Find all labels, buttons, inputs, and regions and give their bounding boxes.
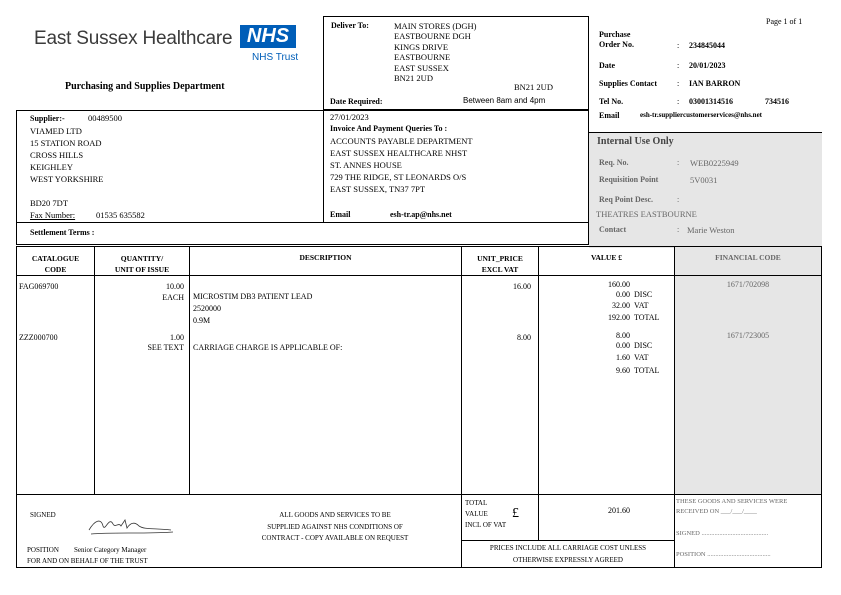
row-desc-line: 2520000	[193, 304, 221, 313]
row-financial-code: 1671/723005	[726, 331, 770, 340]
point-value: 5V0031	[690, 175, 718, 185]
deliver-line: BN21 2UD	[394, 73, 433, 84]
header-quantity: QUANTITY/ UNIT OF ISSUE	[114, 254, 170, 274]
deliver-postcode: BN21 2UD	[514, 82, 553, 92]
email-value: esh-tr.suppliercustomerservices@nhs.net	[640, 111, 763, 119]
point-label: Requisition Point	[599, 175, 659, 184]
supplier-code: 00489500	[88, 113, 122, 123]
currency-symbol: £	[512, 506, 519, 521]
deliver-line: EASTBOURNE DGH	[394, 31, 471, 42]
signed-label: SIGNED	[30, 511, 56, 519]
tel-ext: 734516	[765, 97, 789, 106]
deliver-line: EAST SUSSEX	[394, 62, 449, 73]
row-price: 8.00	[517, 333, 531, 342]
header-catalogue-code: CATALOGUE CODE	[31, 254, 80, 274]
invoice-line: 729 THE RIDGE, ST LEONARDS O/S	[330, 172, 467, 182]
row-disc: 0.00	[616, 290, 630, 299]
date-value: 20/01/2023	[689, 61, 726, 70]
deliver-line: KINGS DRIVE	[394, 41, 449, 52]
contact-int-label: Contact	[599, 225, 627, 234]
nhs-logo: NHS	[240, 25, 296, 48]
supplier-line: VIAMED LTD	[30, 126, 82, 136]
desc-colon: :	[677, 195, 680, 204]
supplier-label: Supplier:-	[30, 114, 65, 123]
header-unit-price: UNIT_PRICE EXCL VAT	[477, 254, 523, 274]
supplier-address	[30, 125, 103, 185]
invoice-line: EAST SUSSEX, TN37 7PT	[330, 184, 426, 194]
supplier-line: KEIGHLEY	[30, 162, 73, 172]
row-desc-line: 0.9M	[193, 316, 211, 325]
behalf-text: FOR AND ON BEHALF OF THE TRUST	[27, 557, 148, 565]
row-disc-label: DISC	[634, 290, 653, 299]
trust-name: NHS Trust	[252, 52, 299, 63]
row-financial-code: 1671/702098	[726, 280, 770, 289]
req-colon: :	[677, 158, 680, 167]
supplier-line: 15 STATION ROAD	[30, 138, 102, 148]
settlement-label: Settlement Terms :	[30, 228, 95, 237]
row-code: FAG069700	[19, 282, 59, 291]
row-unit: SEE TEXT	[147, 343, 184, 352]
req-label: Req. No.	[599, 158, 629, 167]
department-title: Purchasing and Supplies Department	[65, 81, 225, 92]
fax-label: Fax Number:	[30, 210, 76, 220]
signature	[85, 510, 175, 538]
row-disc-label: DISC	[634, 341, 653, 350]
row-total: 192.00	[608, 313, 630, 322]
tel-label: Tel No.	[599, 97, 624, 106]
date-required-value: 27/01/2023	[330, 112, 369, 122]
po-value: 234845044	[689, 41, 725, 50]
total-label: TOTAL VALUE INCL OF VAT	[465, 499, 507, 529]
contact-int-colon: :	[677, 225, 680, 234]
carriage-note: PRICES INCLUDE ALL CARRIAGE COST UNLESS OTHERWISE EXPRESSLY AGREED	[489, 544, 647, 564]
row-desc-line: MICROSTIM DB3 PATIENT LEAD	[193, 292, 313, 301]
received-position: POSITION .......................................	[676, 551, 771, 558]
po-colon: :	[677, 41, 680, 50]
position-label: POSITION	[27, 546, 59, 554]
row-code: ZZZ000700	[19, 333, 58, 342]
contact-colon: :	[677, 79, 680, 88]
supplier-line: CROSS HILLS	[30, 150, 84, 160]
date-colon: :	[677, 61, 680, 70]
row-price: 16.00	[513, 282, 531, 291]
row-qty: 10.00	[166, 282, 184, 291]
org-name: East Sussex Healthcare	[34, 28, 233, 49]
row-value: 160.00	[608, 280, 630, 289]
received-text: THESE GOODS AND SERVICES WERE RECEIVED ON ___/___/____	[676, 498, 788, 515]
deliver-line: MAIN STORES (DGH)	[394, 21, 477, 31]
row-total-label: TOTAL	[634, 313, 660, 322]
desc-label: Req Point Desc.	[599, 195, 653, 204]
invoice-label: Invoice And Payment Queries To :	[330, 124, 448, 133]
row-total: 9.60	[616, 366, 630, 375]
invoice-line: EAST SUSSEX HEALTHCARE NHST	[330, 148, 468, 158]
tel-colon: :	[677, 97, 680, 106]
row-vat: 32.00	[612, 301, 630, 310]
row-total-label: TOTAL	[634, 366, 660, 375]
date-window: Between 8am and 4pm	[463, 96, 546, 105]
row-vat-label: VAT	[634, 353, 649, 362]
invoice-line: ACCOUNTS PAYABLE DEPARTMENT	[330, 136, 473, 146]
row-value: 8.00	[616, 331, 630, 340]
total-value: 201.60	[608, 506, 630, 515]
req-value: WEB0225949	[690, 158, 739, 168]
invoice-email-value: esh-tr.ap@nhs.net	[390, 210, 452, 219]
row-vat-label: VAT	[634, 301, 649, 310]
deliver-label: Deliver To:	[331, 21, 369, 30]
date-required-label: Date Required:	[330, 97, 383, 106]
tel-value: 03001314516	[689, 97, 733, 106]
contact-int-value: Marie Weston	[687, 225, 735, 235]
position-value: Senior Category Manager	[74, 546, 147, 554]
supplier-postcode: BD20 7DT	[30, 198, 69, 208]
invoice-address	[330, 135, 473, 195]
date-label: Date	[599, 61, 615, 70]
page-number: Page 1 of 1	[766, 17, 803, 26]
header-financial-code: FINANCIAL CODE	[715, 253, 781, 262]
po-label: Purchase Order No.	[599, 30, 634, 49]
deliver-address	[394, 21, 477, 83]
row-vat: 1.60	[616, 353, 630, 362]
internal-title: Internal Use Only	[597, 136, 674, 147]
conditions-text: ALL GOODS AND SERVICES TO BE SUPPLIED AGAINST NHS CONDITIONS OF CONTRACT - COPY AVAILABLE ON REQUEST	[261, 511, 409, 542]
supplier-line: WEST YORKSHIRE	[30, 174, 104, 184]
deliver-line: EASTBOURNE	[394, 52, 451, 63]
row-disc: 0.00	[616, 341, 630, 350]
contact-label: Supplies Contact	[599, 79, 658, 88]
row-qty: 1.00	[170, 333, 184, 342]
invoice-line: ST. ANNES HOUSE	[330, 160, 402, 170]
email-label: Email	[599, 111, 620, 120]
desc-value: THEATRES EASTBOURNE	[596, 209, 697, 219]
fax-value: 01535 635582	[96, 210, 145, 220]
contact-value: IAN BARRON	[689, 79, 741, 88]
received-signed: SIGNED .........................................	[676, 530, 769, 537]
row-desc-line: CARRIAGE CHARGE IS APPLICABLE OF:	[193, 343, 343, 352]
invoice-email-label: Email	[330, 210, 351, 219]
row-unit: EACH	[162, 293, 184, 302]
header-value: VALUE £	[591, 253, 622, 262]
header-description: DESCRIPTION	[299, 253, 352, 262]
